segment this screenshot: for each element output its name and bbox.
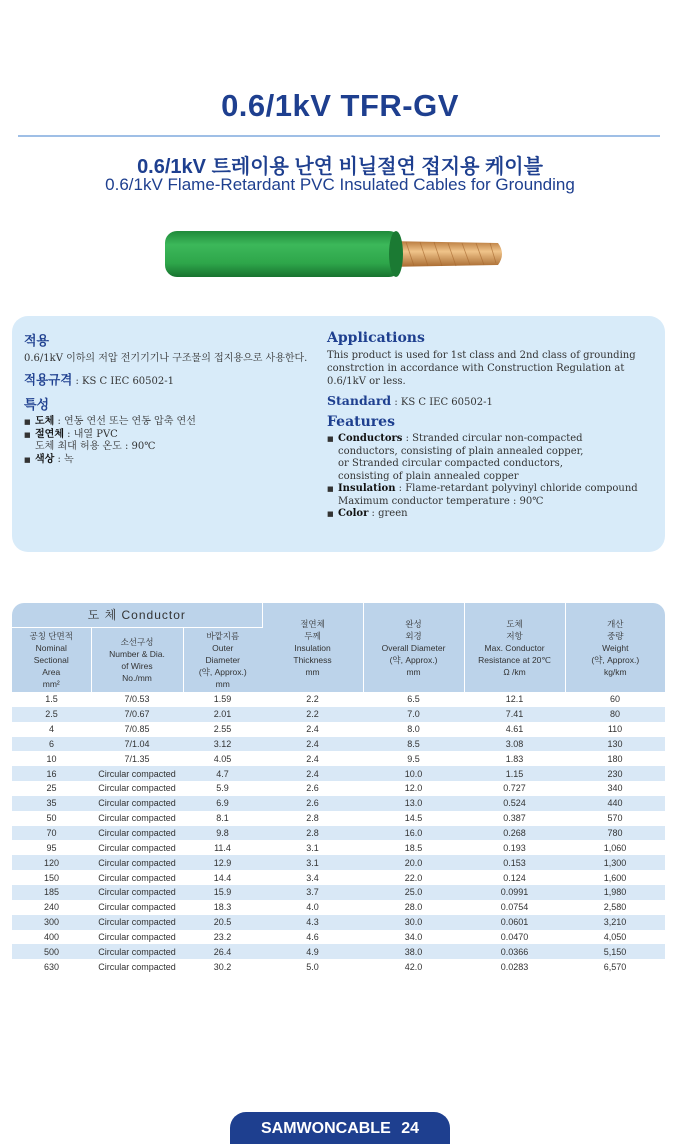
table-cell: 7/0.85 <box>124 724 150 735</box>
page-number: 24 <box>401 1120 419 1137</box>
table-cell: 2.6 <box>306 783 319 794</box>
table-cell: 2.55 <box>213 724 232 735</box>
table-cell: 4.05 <box>213 753 232 764</box>
table-cell: Circular compacted <box>98 961 176 972</box>
table-cell: 780 <box>565 826 665 841</box>
conductor-group-header: 도 체 Conductor <box>12 603 262 628</box>
header-line: No./mm <box>122 673 152 683</box>
table-cell: 3.1 <box>262 855 363 870</box>
table-cell: 16 <box>12 766 91 781</box>
ko-features-heading: 특성 <box>24 398 50 413</box>
table-cell: 1.15 <box>464 766 565 781</box>
header-line: Insulation <box>294 642 331 653</box>
header-line: Overall Diameter <box>381 642 446 653</box>
table-cell: 16.0 <box>363 826 464 841</box>
table-cell: 2.4 <box>306 724 319 735</box>
table-cell: Circular compacted <box>98 902 176 913</box>
table-cell: 500 <box>12 944 91 959</box>
subtitle-korean: 0.6/1kV 트레이용 난연 비닐절연 접지용 케이블 <box>137 156 543 178</box>
table-cell: 1,300 <box>565 855 665 870</box>
table-cell: 4.0 <box>306 902 319 913</box>
table-cell: 12.9 <box>183 855 262 870</box>
table-cell: 8.1 <box>216 813 229 824</box>
green-insulation <box>165 231 401 277</box>
table-cell: 18.3 <box>213 902 232 913</box>
table-cell: 7/1.35 <box>124 753 150 764</box>
table-cell: 28.0 <box>404 902 423 913</box>
table-cell: 11.4 <box>214 842 231 853</box>
header-line: 중량 <box>607 630 624 641</box>
table-cell: 12.1 <box>505 694 524 705</box>
table-cell: 6.9 <box>183 796 262 811</box>
table-cell: 4.9 <box>262 944 363 959</box>
table-cell: 6,570 <box>603 961 627 972</box>
table-cell: 0.727 <box>503 783 526 794</box>
table-cell: Circular compacted <box>98 813 176 824</box>
table-cell: 20.5 <box>183 915 262 930</box>
table-row <box>12 751 665 766</box>
table-cell: 5.9 <box>216 783 229 794</box>
table-cell: 2.8 <box>306 813 319 824</box>
table-cell: 7/1.04 <box>91 737 183 752</box>
table-cell: 1,980 <box>565 885 665 900</box>
table-cell: Circular compacted <box>91 885 183 900</box>
table-cell: 1,060 <box>603 842 627 853</box>
en-applications-text: This product is used for 1st class and 2nd class of grounding constrction in accordance with Construction Regulation at 0.6/1kV or less. <box>327 350 636 387</box>
header-line: (약, Approx.) <box>591 654 640 665</box>
table-row <box>12 959 665 974</box>
table-cell: 95 <box>46 842 57 853</box>
table-cell: 4.3 <box>262 915 363 930</box>
header-line: Nominal <box>35 643 67 653</box>
table-cell: 150 <box>43 872 60 883</box>
table-cell: 2.2 <box>306 694 319 705</box>
table-cell: 10 <box>46 753 57 764</box>
table-row <box>12 900 665 915</box>
header-line: kg/km <box>603 666 627 677</box>
page-title: 0.6/1kV TFR-GV <box>221 88 459 123</box>
table-cell: 15.9 <box>183 885 262 900</box>
header-line: Outer <box>212 643 234 653</box>
table-cell: Circular compacted <box>91 796 183 811</box>
table-cell: 0.124 <box>503 872 526 883</box>
table-cell: 2.8 <box>262 826 363 841</box>
table-cell: 0.524 <box>464 796 565 811</box>
table-row <box>12 826 665 841</box>
header-line: Max. Conductor <box>484 642 545 653</box>
table-cell: 4.7 <box>183 766 262 781</box>
table-cell: 2.4 <box>306 753 319 764</box>
list-item: ■ 도체 : 연동 연선 또는 연동 압축 연선 <box>24 416 309 429</box>
table-cell: 2.01 <box>183 707 262 722</box>
ko-applications-text: 0.6/1kV 이하의 저압 전기기기나 구조물의 접지용으로 사용한다. <box>24 353 308 364</box>
header-line: Ω /km <box>503 666 526 677</box>
table-cell: 7.0 <box>363 707 464 722</box>
table-cell: Circular compacted <box>91 944 183 959</box>
col-header-weight <box>565 603 665 692</box>
table-cell: 7/0.53 <box>124 694 150 705</box>
table-cell: 4 <box>48 724 54 735</box>
table-cell: 4.61 <box>505 724 524 735</box>
table-row <box>12 930 665 945</box>
list-item: ■ Conductors : Stranded circular non-compacted conductors, consisting of plain annealed copper, or Stranded circular compacted conductors, consisting of plain annealed copper <box>327 433 657 483</box>
table-row <box>12 944 665 959</box>
header-line: Sectional <box>33 655 69 665</box>
table-cell: 30.0 <box>363 915 464 930</box>
list-item: ■ 색상 : 녹 <box>24 454 309 467</box>
english-info <box>327 330 657 521</box>
table-cell: 2.4 <box>262 766 363 781</box>
table-cell: 3.7 <box>262 885 363 900</box>
table-cell: Circular compacted <box>98 842 176 853</box>
table-row <box>12 855 665 870</box>
ko-standard <box>24 370 309 388</box>
table-cell: 340 <box>607 783 623 794</box>
table-cell: 400 <box>43 931 60 942</box>
table-cell: Circular compacted <box>91 915 183 930</box>
header-line: 바깥지름 <box>206 631 240 641</box>
table-row <box>12 915 665 930</box>
table-cell: 120 <box>12 855 91 870</box>
page-footer <box>230 1112 450 1144</box>
table-cell: 110 <box>607 724 623 735</box>
table-cell: 14.4 <box>213 872 232 883</box>
header-line: Resistance at 20℃ <box>478 654 551 665</box>
table-cell: 1.5 <box>45 694 58 705</box>
table-cell: 3.4 <box>306 872 319 883</box>
table-row <box>12 707 665 722</box>
col-header-outer <box>183 628 262 693</box>
table-cell: 0.0470 <box>500 931 529 942</box>
table-cell: 240 <box>43 902 60 913</box>
table-row <box>12 811 665 826</box>
col-header-overall <box>363 603 464 692</box>
table-cell: 1.83 <box>505 753 524 764</box>
ko-standard-value: : KS C IEC 60502-1 <box>72 376 175 387</box>
korean-info <box>24 330 309 466</box>
table-cell: Circular compacted <box>98 783 176 794</box>
table-cell: 50 <box>46 813 57 824</box>
table-cell: 130 <box>565 737 665 752</box>
table-row <box>12 722 665 737</box>
table-cell: 23.2 <box>213 931 232 942</box>
header-line: 공칭 단면적 <box>29 631 73 641</box>
table-cell: 185 <box>12 885 91 900</box>
table-cell: Circular compacted <box>98 872 176 883</box>
subtitle-english: 0.6/1kV Flame-Retardant PVC Insulated Cables for Grounding <box>105 175 575 194</box>
table-cell: 8.0 <box>407 724 420 735</box>
table-row <box>12 766 665 781</box>
table-cell: 12.0 <box>404 783 423 794</box>
list-item: ■ 절연체 : 내열 PVC 도체 최대 허용 온도 : 90℃ <box>24 429 309 454</box>
ko-features-list <box>24 416 309 466</box>
table-cell: 2.6 <box>262 796 363 811</box>
table-cell: 1.59 <box>213 694 232 705</box>
table-cell: 8.5 <box>363 737 464 752</box>
header-line: mm <box>305 666 320 677</box>
en-features-list <box>327 433 657 521</box>
table-cell: 440 <box>565 796 665 811</box>
spec-table-body <box>12 692 665 974</box>
table-cell: 80 <box>565 707 665 722</box>
table-cell: 230 <box>565 766 665 781</box>
header-line: 소선구성 <box>120 637 154 647</box>
table-row <box>12 796 665 811</box>
en-features-heading: Features <box>327 414 395 430</box>
cable-illustration <box>160 225 510 283</box>
col-header-area <box>12 628 91 693</box>
table-cell: Circular compacted <box>91 855 183 870</box>
header-line: Weight <box>602 642 629 653</box>
table-cell: 0.153 <box>464 855 565 870</box>
table-row <box>12 870 665 885</box>
ko-applications-heading: 적용 <box>24 334 50 349</box>
table-cell: 38.0 <box>363 944 464 959</box>
table-cell: 0.0366 <box>464 944 565 959</box>
table-cell: 13.0 <box>363 796 464 811</box>
table-cell: 5.0 <box>306 961 319 972</box>
header-line: 두께 <box>304 630 321 641</box>
table-cell: 2.2 <box>262 707 363 722</box>
table-cell: 5,150 <box>565 944 665 959</box>
header-line: 개산 <box>607 618 624 629</box>
ko-standard-label: 적용규격 <box>24 372 73 387</box>
header-line: (약, Approx.) <box>389 654 438 665</box>
table-cell: 0.0601 <box>464 915 565 930</box>
header-line: Area <box>42 667 61 677</box>
en-standard <box>327 393 657 408</box>
table-cell: 25.0 <box>363 885 464 900</box>
col-header-resistance <box>464 603 565 692</box>
table-cell: 2.5 <box>12 707 91 722</box>
info-panel <box>12 316 665 552</box>
table-cell: 7.41 <box>464 707 565 722</box>
col-header-insulation <box>262 603 363 692</box>
table-cell: 3.08 <box>464 737 565 752</box>
table-cell: 2.4 <box>262 737 363 752</box>
table-cell: 0.387 <box>503 813 526 824</box>
list-item: ■ Color : green <box>327 508 657 521</box>
table-cell: 9.5 <box>407 753 420 764</box>
table-cell: 14.5 <box>404 813 423 824</box>
table-cell: Circular compacted <box>98 931 176 942</box>
table-cell: 25 <box>46 783 57 794</box>
en-standard-value: : KS C IEC 60502-1 <box>391 397 493 408</box>
table-cell: 42.0 <box>404 961 423 972</box>
table-cell: 570 <box>607 813 623 824</box>
table-cell: 6.5 <box>407 694 420 705</box>
header-line: mm <box>406 666 421 677</box>
table-cell: Circular compacted <box>91 826 183 841</box>
list-item: ■ Insulation : Flame-retardant polyvinyl chloride compound Maximum conductor temperature : 90℃ <box>327 483 657 508</box>
table-cell: 3,210 <box>565 915 665 930</box>
en-standard-label: Standard <box>327 393 392 408</box>
table-cell: 4.6 <box>306 931 319 942</box>
spec-table <box>12 603 665 974</box>
header-line: 저항 <box>506 630 523 641</box>
table-cell: 630 <box>43 961 60 972</box>
table-cell: 0.268 <box>464 826 565 841</box>
table-cell: 22.0 <box>404 872 423 883</box>
table-cell: 34.0 <box>404 931 423 942</box>
table-cell: 20.0 <box>363 855 464 870</box>
table-cell: 0.0754 <box>500 902 529 913</box>
en-applications-heading: Applications <box>327 330 425 346</box>
table-row <box>12 781 665 796</box>
table-cell: 0.0283 <box>500 961 529 972</box>
footer-brand: SAMWONCABLE <box>260 1120 391 1137</box>
header-line: 외경 <box>405 630 422 641</box>
table-cell: 70 <box>12 826 91 841</box>
table-cell: 1,600 <box>603 872 627 883</box>
table-row <box>12 885 665 900</box>
table-cell: 0.193 <box>503 842 526 853</box>
header-line: of Wires <box>121 661 153 671</box>
table-row <box>12 737 665 752</box>
table-cell: 7/0.67 <box>91 707 183 722</box>
header-line: 완성 <box>405 618 422 629</box>
header-line: (약, Approx.) <box>198 667 247 677</box>
header-line: Diameter <box>205 655 240 665</box>
table-cell: 30.2 <box>213 961 232 972</box>
table-cell: 9.8 <box>183 826 262 841</box>
table-cell: Circular compacted <box>91 766 183 781</box>
col-header-construction <box>91 628 183 693</box>
header-line: 절연체 <box>300 618 325 629</box>
table-cell: 4,050 <box>603 931 627 942</box>
header-line: Thickness <box>293 654 332 665</box>
table-row <box>12 692 665 707</box>
spec-table-container <box>12 603 665 974</box>
table-cell: 35 <box>12 796 91 811</box>
header-line: Number & Dia. <box>109 649 165 659</box>
table-cell: 300 <box>12 915 91 930</box>
table-cell: 10.0 <box>363 766 464 781</box>
table-cell: 3.12 <box>183 737 262 752</box>
table-cell: 60 <box>610 694 621 705</box>
table-cell: 2,580 <box>603 902 627 913</box>
table-cell: 0.0991 <box>464 885 565 900</box>
table-cell: 180 <box>607 753 623 764</box>
header-line: mm² <box>42 679 60 689</box>
title-rule <box>18 135 660 137</box>
table-cell: 18.5 <box>404 842 423 853</box>
table-cell: 6 <box>12 737 91 752</box>
table-cell: 26.4 <box>183 944 262 959</box>
header-line: 도체 <box>506 618 523 629</box>
header-line: mm <box>215 679 230 689</box>
table-row <box>12 840 665 855</box>
table-cell: 3.1 <box>306 842 319 853</box>
